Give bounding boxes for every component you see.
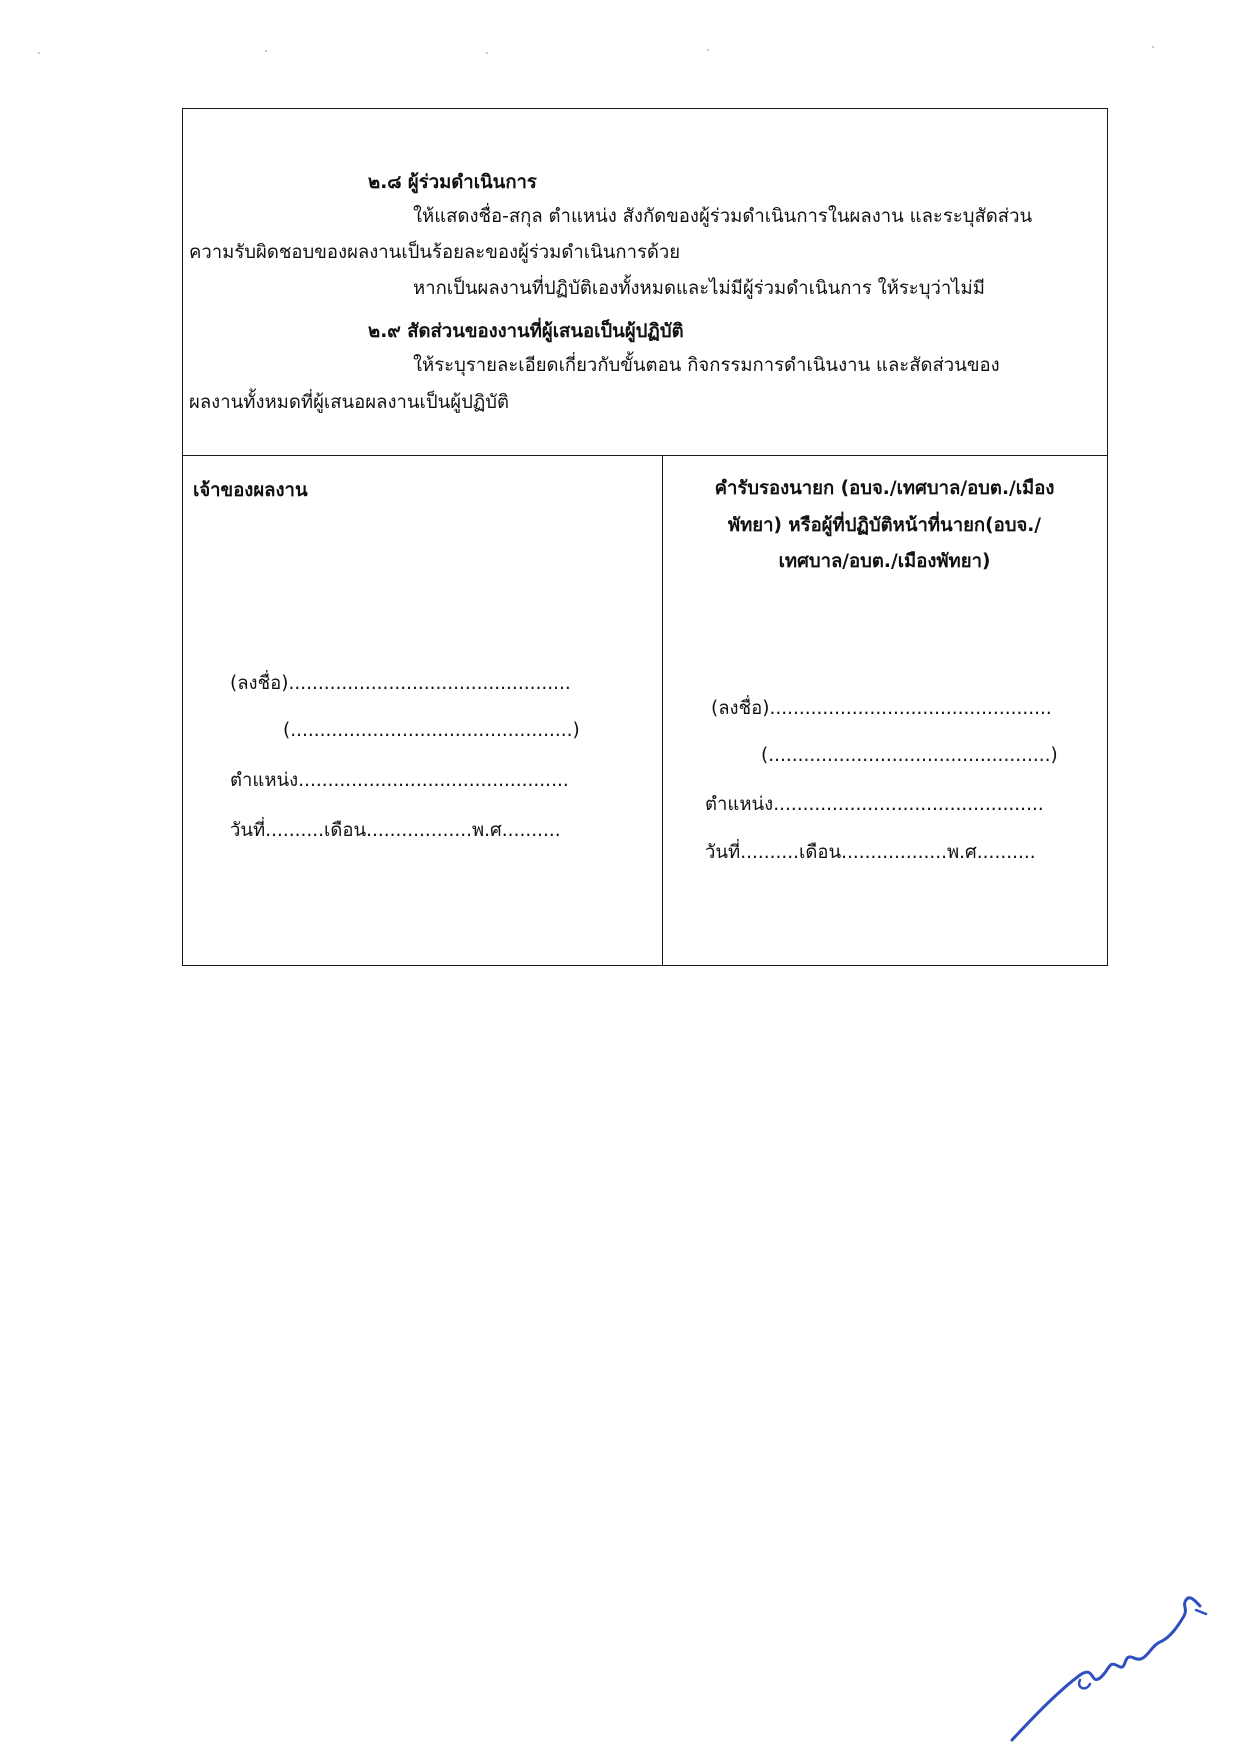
section-2-8-para2-line1: หากเป็นผลงานที่ปฏิบัติเองทั้งหมดและไม่มีผู้ร่วมดำเนินการ ให้ระบุว่าไม่มี <box>413 278 985 299</box>
owner-position-line: ตำแหน่ง.............................................. <box>230 770 569 791</box>
mayor-title-line3: เทศบาล/อบต./เมืองพัทยา) <box>778 551 991 572</box>
owner-sign-line: (ลงชื่อ)................................................ <box>230 673 571 694</box>
owner-date-line: วันที่..........เดือน..................พ.ศ.......... <box>230 820 561 841</box>
section-2-9-para-line2: ผลงานทั้งหมดที่ผู้เสนอผลงานเป็นผู้ปฏิบัติ <box>189 392 510 413</box>
table-row-divider <box>183 455 1107 456</box>
mayor-title-line2: พัทยา) หรือผู้ที่ปฏิบัติหน้าที่นายก(อบจ./ <box>727 515 1042 536</box>
section-2-8-para-line2: ความรับผิดชอบของผลงานเป็นร้อยละของผู้ร่วมดำเนินการด้วย <box>189 242 681 263</box>
scan-speck <box>38 52 40 54</box>
section-2-8-heading: ๒.๘ ผู้ร่วมดำเนินการ <box>368 172 537 193</box>
section-2-9-para-line1: ให้ระบุรายละเอียดเกี่ยวกับขั้นตอน กิจกรรมการดำเนินงาน และสัดส่วนของ <box>413 355 1000 376</box>
mayor-sign-line: (ลงชื่อ)................................................ <box>711 698 1052 719</box>
form-table <box>182 108 1108 966</box>
mayor-name-line: (................................................) <box>761 745 1058 766</box>
mayor-position-line: ตำแหน่ง.............................................. <box>705 794 1044 815</box>
handwritten-signature <box>1000 1580 1230 1750</box>
mayor-title-line1: คำรับรองนายก (อบจ./เทศบาล/อบต./เมือง <box>714 478 1055 499</box>
scan-speck <box>1152 46 1154 48</box>
scan-speck <box>486 52 488 54</box>
mayor-date-line: วันที่..........เดือน..................พ.ศ.......... <box>705 842 1036 863</box>
section-2-8-para-line1: ให้แสดงชื่อ-สกุล ตำแหน่ง สังกัดของผู้ร่วมดำเนินการในผลงาน และระบุสัดส่วน <box>413 206 1033 227</box>
section-2-9-heading: ๒.๙ สัดส่วนของงานที่ผู้เสนอเป็นผู้ปฏิบัติ <box>368 321 684 342</box>
owner-name-line: (................................................) <box>283 720 580 741</box>
owner-title: เจ้าของผลงาน <box>193 480 308 501</box>
scan-speck <box>707 49 709 51</box>
scan-speck <box>265 50 267 52</box>
